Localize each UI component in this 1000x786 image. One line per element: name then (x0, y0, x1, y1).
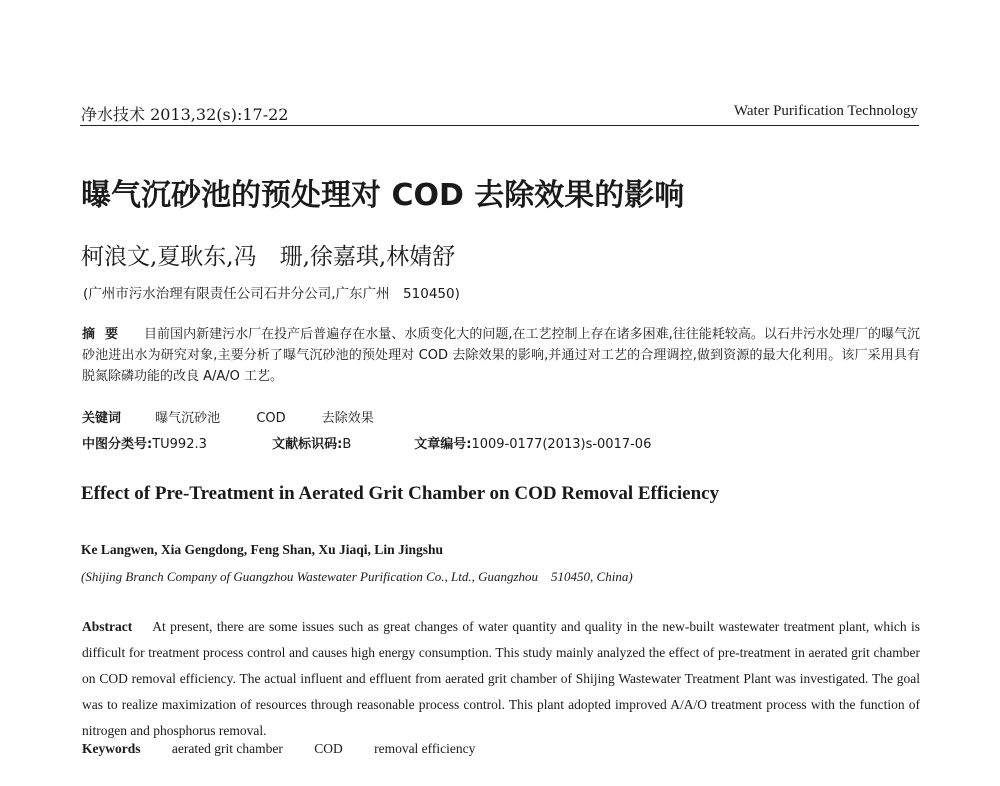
abstract-en-label: Abstract (82, 619, 133, 634)
authors-en: Ke Langwen, Xia Gengdong, Feng Shan, Xu Jiaqi, Lin Jingshu (81, 542, 443, 557)
keywords-en (82, 741, 503, 757)
keyword-cn: 曝气沉砂池 (155, 411, 221, 426)
abstract-en-text: At present, there are some issues such as great changes of water quantity and quality in the new-built wastewater treatment plant, which is difficult for treatment process control and causes high energy consumption. This study mainly analyzed the effect of pre-treatment in aerated grit chamber on COD removal efficiency. The actual influent and effluent from aerated grit chamber of Shijing Wastewater Treatment Plant was investigated. The goal was to realize maximization of resources through reasonable process control. This plant adopted improved A/A/O treatment process with the function of nitrogen and phosphorus removal. (82, 619, 920, 738)
abstract-cn (82, 324, 920, 387)
article-number-label: 文章编号: (414, 437, 472, 452)
keywords-cn (82, 407, 406, 426)
keyword-en: aerated grit chamber (171, 741, 283, 756)
keyword-en: COD (314, 741, 343, 756)
doc-code-value: B (342, 437, 352, 452)
journal-header-cn: 净水技术 2013,32(s):17-22 (81, 105, 289, 124)
keyword-cn: COD (256, 411, 286, 426)
clc-label: 中图分类号: (82, 437, 153, 452)
article-number (414, 433, 651, 452)
header-divider (80, 125, 919, 126)
clc-value: TU992.3 (152, 437, 207, 452)
paper-title-en: Effect of Pre-Treatment in Aerated Grit Chamber on COD Removal Efficiency (81, 483, 720, 504)
keyword-en: removal efficiency (374, 741, 476, 756)
article-number-value: 1009-0177(2013)s-0017-06 (471, 437, 652, 452)
classification-cn (82, 433, 651, 452)
keywords-en-label: Keywords (82, 741, 141, 756)
authors-cn: 柯浪文,夏耿东,冯 珊,徐嘉琪,林婧舒 (81, 244, 456, 270)
doc-code-label: 文献标识码: (272, 437, 343, 452)
affiliation-en: (Shijing Branch Company of Guangzhou Wastewater Purification Co., Ltd., Guangzhou 510450, China) (81, 569, 633, 584)
paper-title-cn: 曝气沉砂池的预处理对 COD 去除效果的影响 (81, 178, 685, 213)
keyword-cn: 去除效果 (321, 411, 374, 426)
keywords-cn-label: 关键词 (82, 411, 122, 426)
document-code (272, 433, 410, 452)
clc-number (82, 433, 268, 452)
abstract-cn-label: 摘要 (82, 327, 129, 342)
abstract-en (82, 614, 920, 744)
abstract-cn-text: 目前国内新建污水厂在投产后普遍存在水量、水质变化大的问题,在工艺控制上存在诸多困难,往往能耗较高。以石井污水处理厂的曝气沉砂池进出水为研究对象,主要分析了曝气沉砂池的预处理对 COD 去除效果的影响,并通过对工艺的合理调控,做到资源的最大化利用。该厂采用具有脱氮除磷功能的改良 A/A/O 工艺。 (82, 327, 920, 384)
journal-header-en: Water Purification Technology (733, 103, 918, 119)
affiliation-cn: (广州市污水治理有限责任公司石井分公司,广东广州 510450) (83, 286, 460, 302)
